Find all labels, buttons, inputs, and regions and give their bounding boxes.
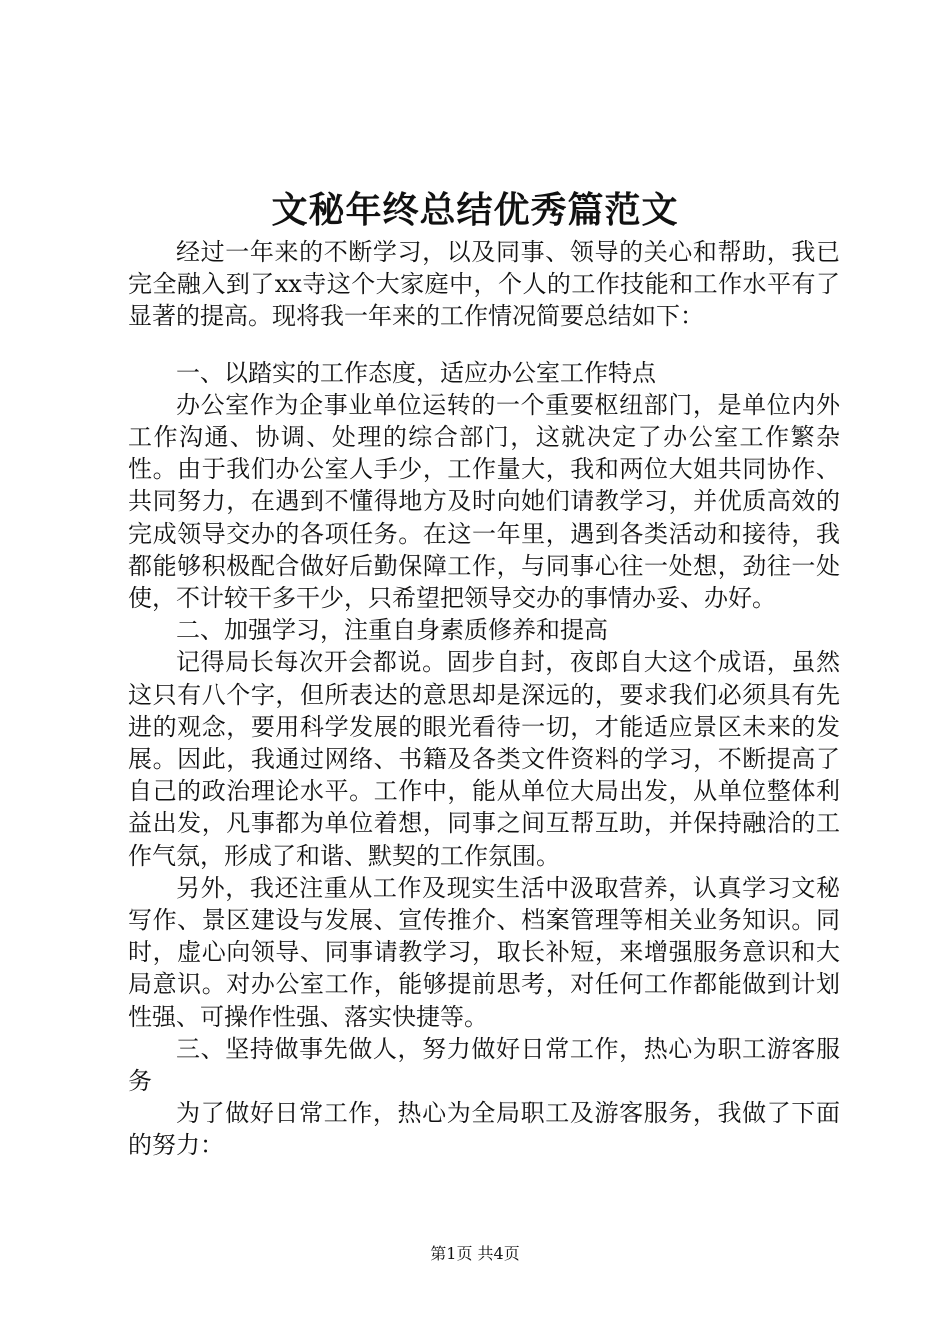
- section-heading-1: 一、以踏实的工作态度，适应办公室工作特点: [176, 358, 656, 387]
- section-heading-3: 三、坚持做事先做人，努力做好日常工作，热心为职工游客服务: [128, 1034, 840, 1096]
- page-number-footer: 第1页 共4页: [430, 1244, 520, 1263]
- body-paragraph: 另外，我还注重从工作及现实生活中汲取营养，认真学习文秘写作、景区建设与发展、宣传推介、档案管理等相关业务知识。同时，虚心向领导、同事请教学习，取长补短，来增强服务意识和大局意识。对办公室工作，能够提前思考，对任何工作都能做到计划性强、可操作性强、落实快捷等。: [128, 873, 840, 1031]
- body-paragraph: 办公室作为企事业单位运转的一个重要枢纽部门，是单位内外工作沟通、协调、处理的综合部门，这就决定了办公室工作繁杂性。由于我们办公室人手少，工作量大，我和两位大姐共同协作、共同努力，在遇到不懂得地方及时向她们请教学习，并优质高效的完成领导交办的各项任务。在这一年里，遇到各类活动和接待，我都能够积极配合做好后勤保障工作，与同事心往一处想，劲往一处使，不计较干多干少，只希望把领导交办的事情办妥、办好。: [128, 390, 840, 613]
- body-paragraph: 为了做好日常工作，热心为全局职工及游客服务，我做了下面的努力：: [128, 1099, 840, 1160]
- intro-paragraph: 经过一年来的不断学习，以及同事、领导的关心和帮助，我已完全融入到了xx寺这个大家庭中，个人的工作技能和工作水平有了显著的提高。现将我一年来的工作情况简要总结如下：: [128, 238, 840, 331]
- body-paragraph: 记得局长每次开会都说。固步自封，夜郎自大这个成语，虽然这只有八个字，但所表达的意思却是深远的，要求我们必须具有先进的观念，要用科学发展的眼光看待一切，才能适应景区未来的发展。因此，我通过网络、书籍及各类文件资料的学习，不断提高了自己的政治理论水平。工作中，能从单位大局出发，从单位整体利益出发，凡事都为单位着想，同事之间互帮互助，并保持融洽的工作气氛，形成了和谐、默契的工作氛围。: [128, 648, 840, 870]
- document-body: [128, 236, 840, 1162]
- document-title: 文秘年终总结优秀篇范文: [271, 189, 679, 231]
- section-heading-2: 二、加强学习，注重自身素质修养和提高: [176, 616, 608, 645]
